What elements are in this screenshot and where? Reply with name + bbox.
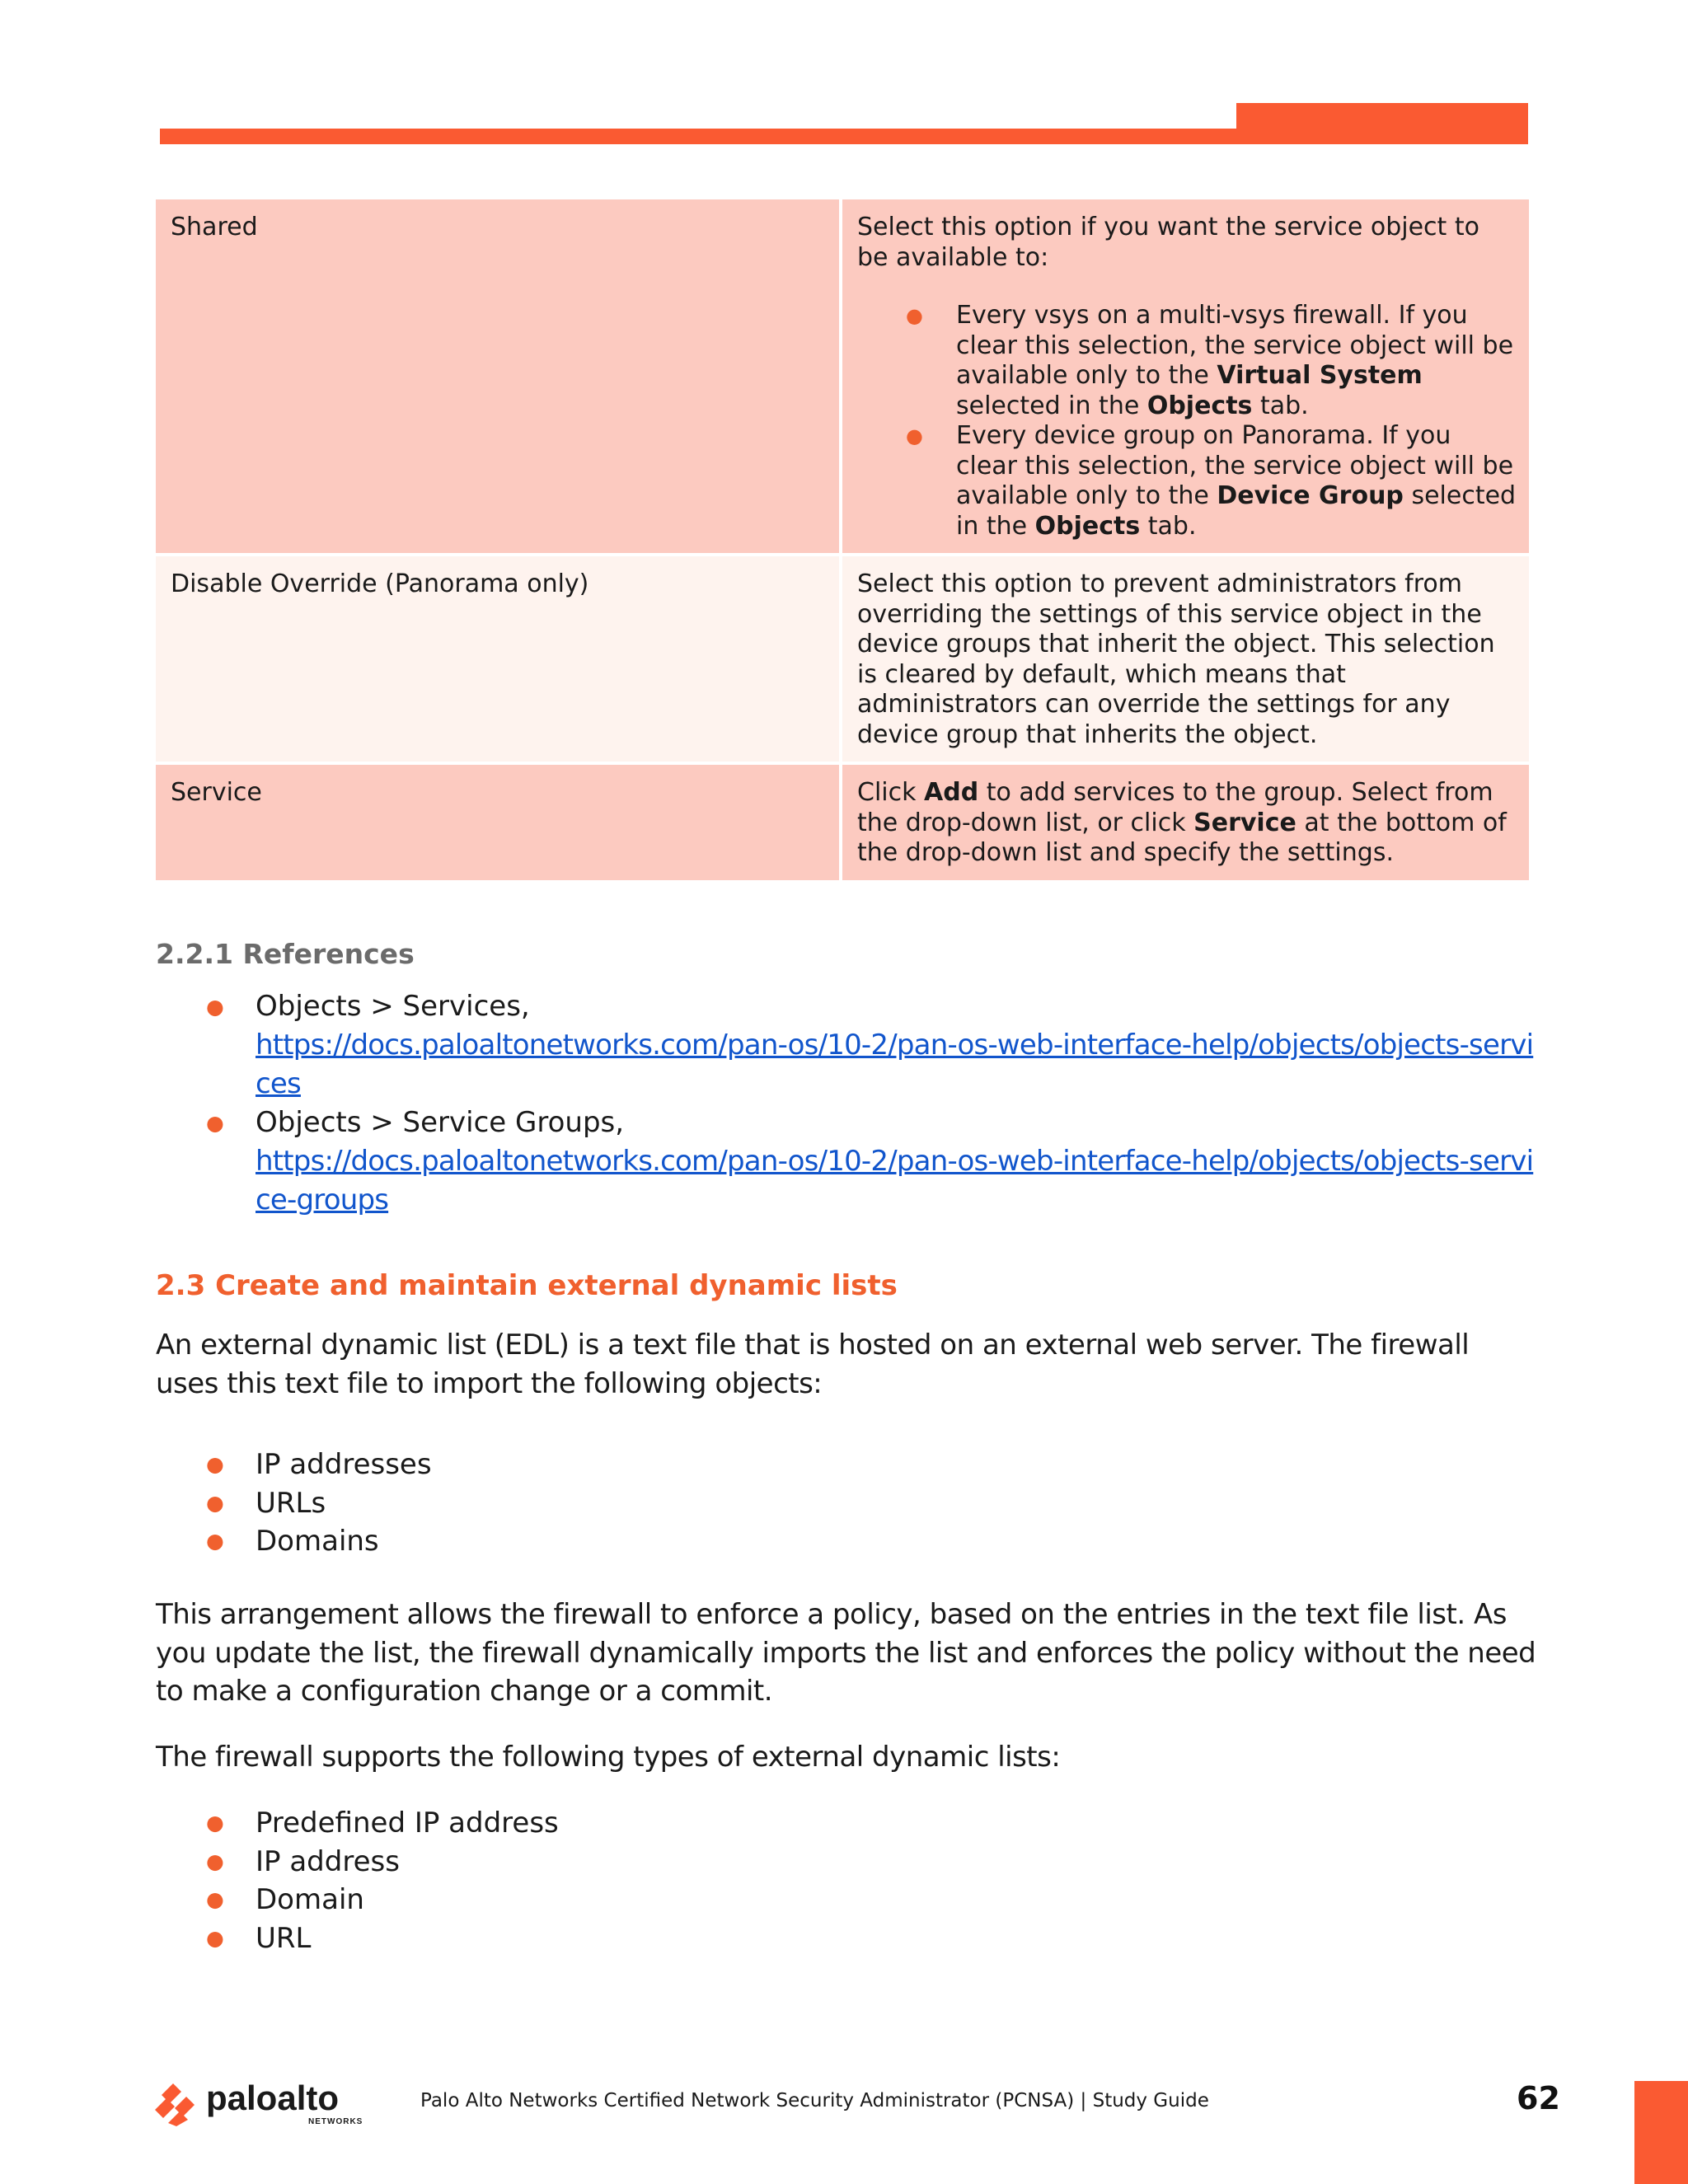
list-item: ● Domain — [256, 1881, 559, 1919]
list-item: ● Every vsys on a multi-vsys firewall. If you clear this selection, the service object will be available only to the Virtual System selected in the Objects tab. — [956, 301, 1517, 421]
reference-link-services[interactable]: https://docs.paloaltonetworks.com/pan-os/10-2/pan-os-web-interface-help/objects/objects-services — [256, 1029, 1534, 1100]
shared-options-list — [857, 301, 1517, 541]
list-item: ● Every device group on Panorama. If you clear this selection, the service object will be available only to the Device Group selected in the Objects tab. — [956, 421, 1517, 541]
edl-objects-list — [256, 1446, 432, 1561]
service-parameters-table — [156, 199, 1529, 883]
table-row-disable-override — [156, 556, 1529, 762]
paragraph-edl-intro: An external dynamic list (EDL) is a text file that is hosted on an external web server. The firewall uses this text file to import the following objects: — [156, 1329, 1470, 1400]
logo-subtitle: NETWORKS — [308, 2117, 363, 2126]
paragraph-edl-policy: This arrangement allows the firewall to enforce a policy, based on the entries in the text file list. As you update the list, the firewall dynamically imports the list and enforces the policy without the need to make a configuration change or a commit. — [156, 1598, 1536, 1708]
reference-link-service-groups[interactable]: https://docs.paloaltonetworks.com/pan-os/10-2/pan-os-web-interface-help/objects/objects-service-groups — [256, 1145, 1534, 1216]
references-heading: 2.2.1 References — [156, 938, 415, 970]
table-cell-description — [842, 199, 1529, 553]
table-row-shared — [156, 199, 1529, 553]
paloalto-logo — [153, 2079, 392, 2126]
list-item: ● Predefined IP address — [256, 1804, 559, 1843]
table-cell-description: Click Add to add services to the group. Select from the drop-down list, or click Service at the bottom of the drop-down list and specify the settings. — [842, 765, 1529, 880]
footer-title: Palo Alto Networks Certified Network Security Administrator (PCNSA) | Study Guide — [420, 2090, 1209, 2111]
list-item — [256, 987, 1541, 1104]
reference-label: ● Objects > Services, — [256, 990, 530, 1023]
list-item — [256, 1104, 1541, 1220]
list-item: ● URL — [256, 1919, 559, 1958]
reference-label: ● Objects > Service Groups, — [256, 1106, 625, 1139]
references-list — [256, 987, 1541, 1220]
table-row-service — [156, 765, 1529, 880]
description-intro: Select this option if you want the service object to be available to: — [857, 213, 1479, 272]
header-accent-tab — [1236, 103, 1528, 144]
side-accent-tab — [1634, 2081, 1688, 2184]
table-cell-name: Disable Override (Panorama only) — [156, 556, 839, 762]
list-item: ● URLs — [256, 1484, 432, 1523]
list-item: ● Domains — [256, 1522, 432, 1561]
table-cell-name: Shared — [156, 199, 839, 553]
paragraph-edl-types-intro: The firewall supports the following types of external dynamic lists: — [156, 1741, 1061, 1774]
edl-types-list — [256, 1804, 559, 1957]
page-number: 62 — [1517, 2080, 1560, 2116]
logo-wordmark: paloalto — [206, 2079, 340, 2117]
table-cell-name: Service — [156, 765, 839, 880]
section-heading: 2.3 Create and maintain external dynamic lists — [156, 1269, 898, 1302]
list-item: ● IP addresses — [256, 1446, 432, 1484]
table-cell-description: Select this option to prevent administrators from overriding the settings of this service object in the device groups that inherit the object. This selection is cleared by default, which means that administrators can override the settings for any device group that inherits the object. — [842, 556, 1529, 762]
list-item: ● IP address — [256, 1843, 559, 1882]
